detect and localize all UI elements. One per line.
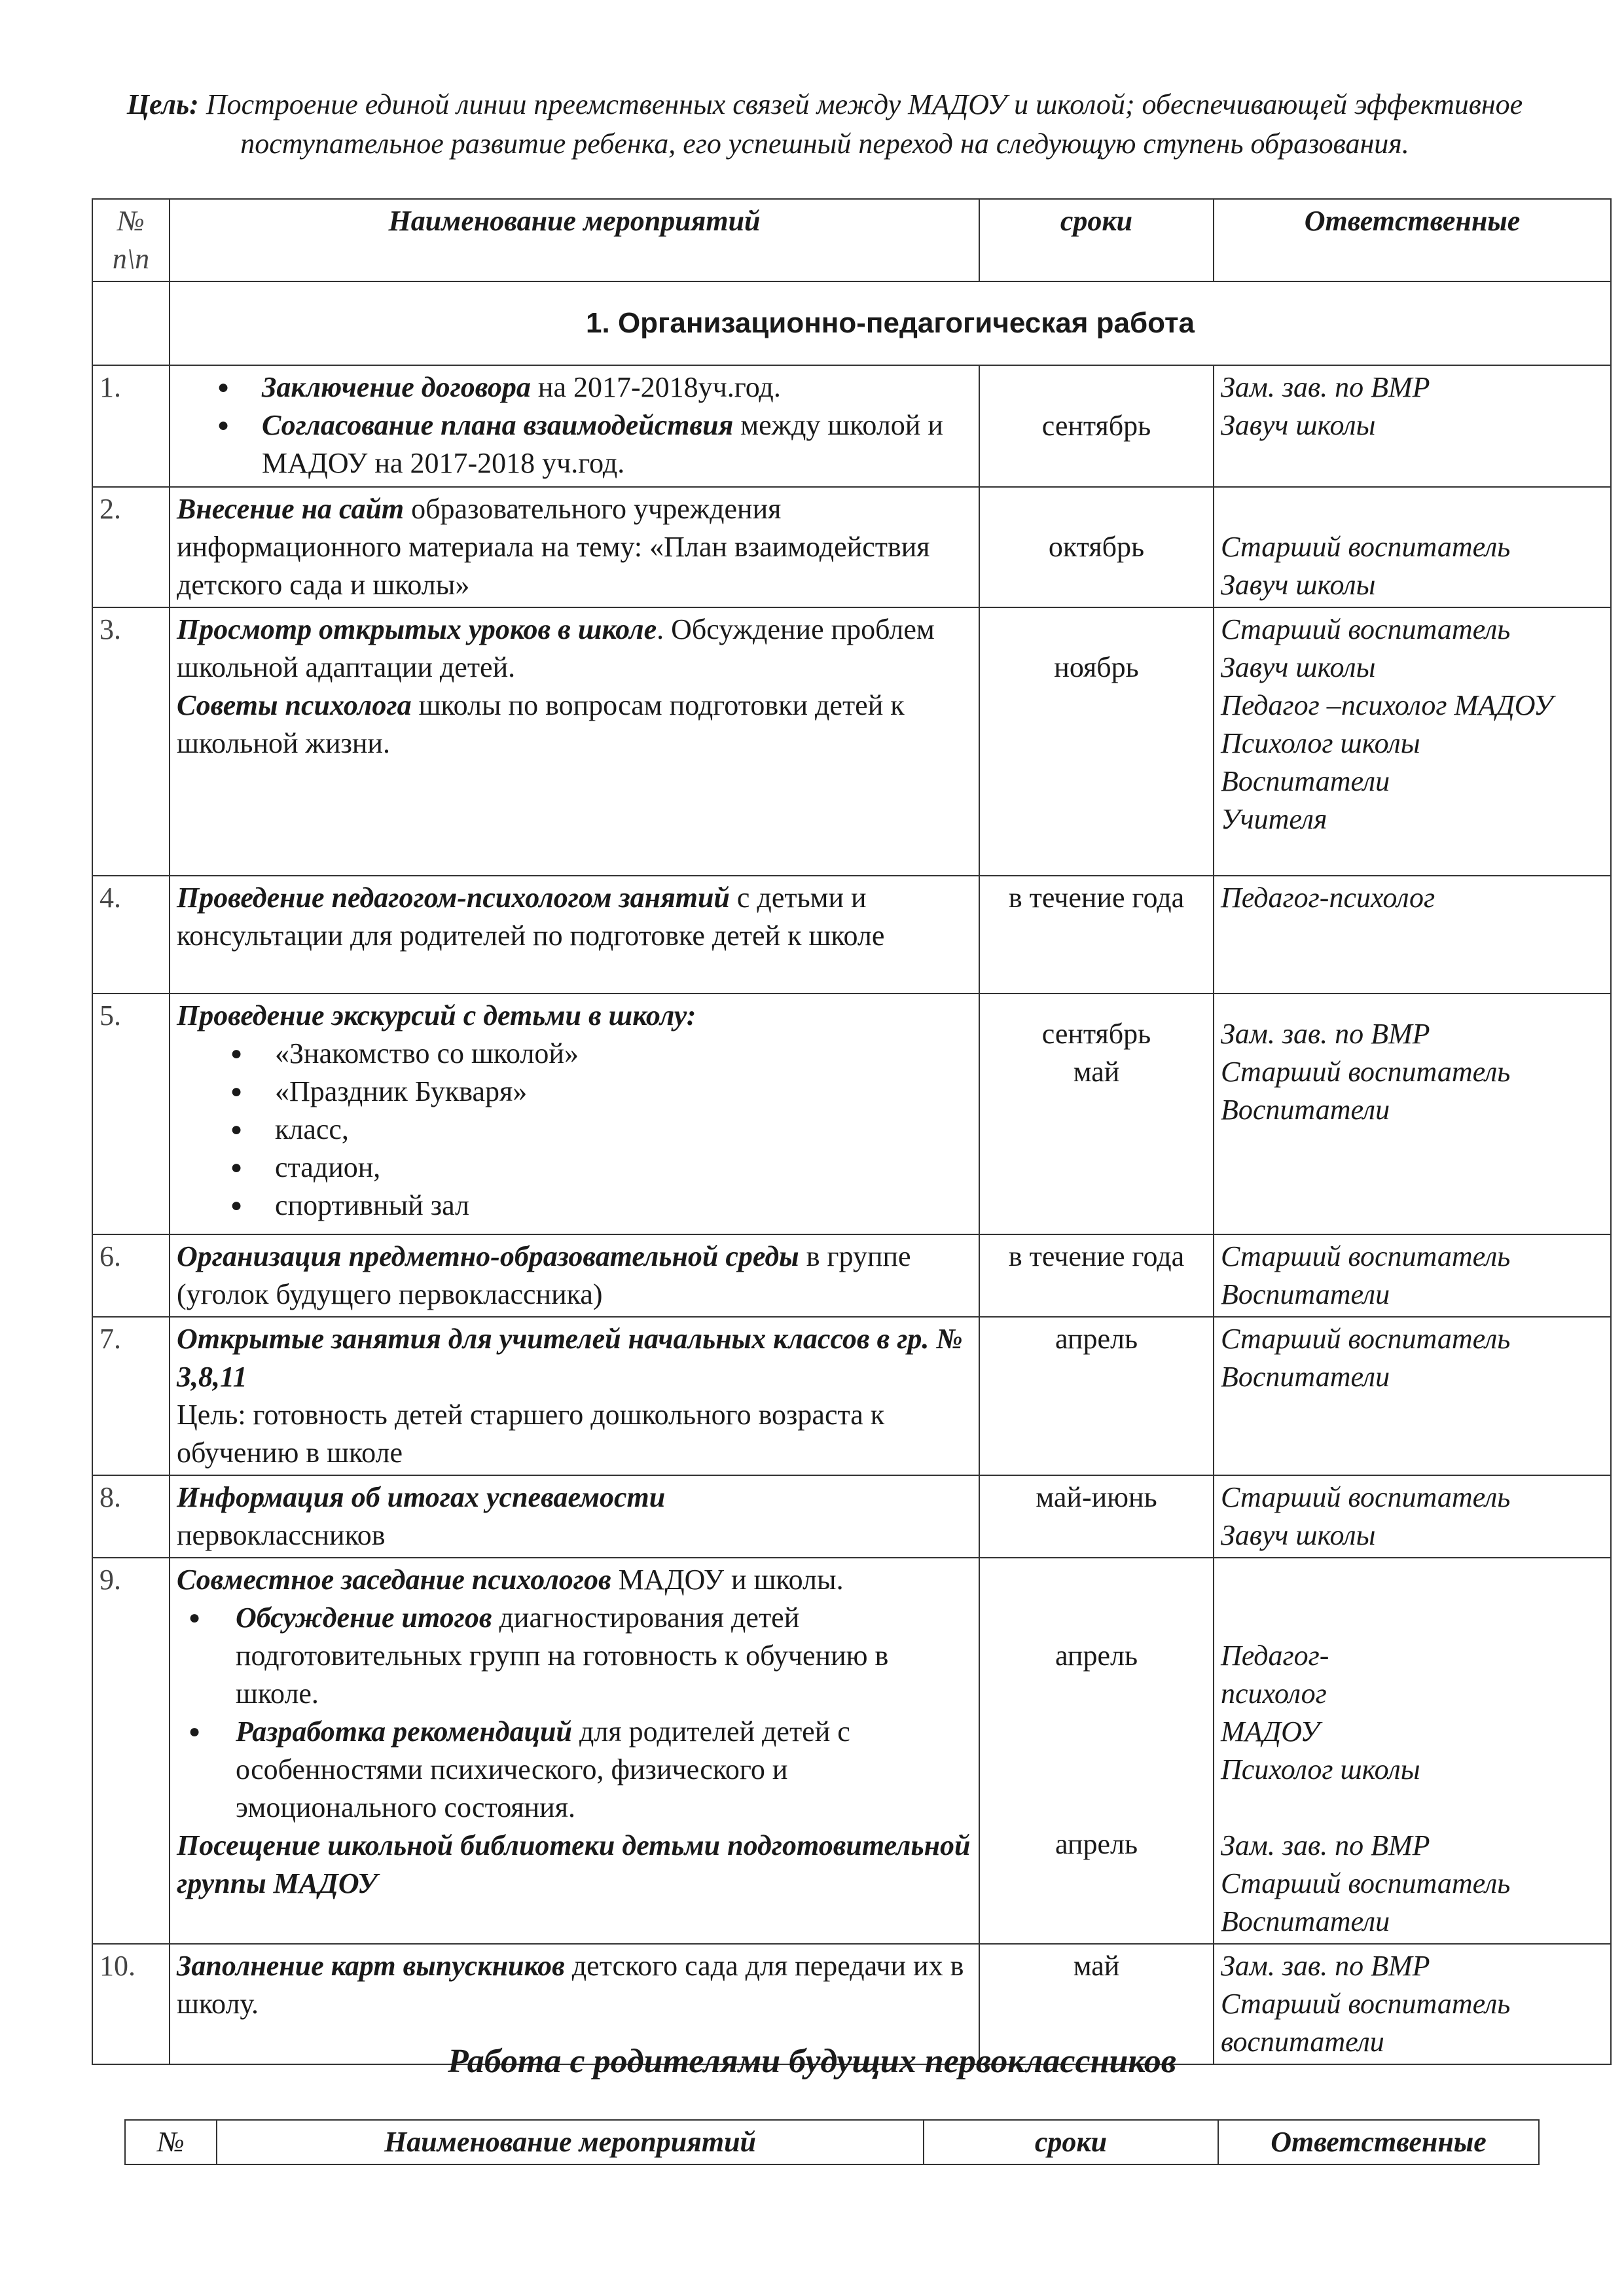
responsible-item: Завуч школы — [1221, 651, 1376, 683]
goal-text: Построение единой линии преемственных связей между МАДОУ и школой; обеспечивающей эффективное поступательное развитие ребенка, его успешный переход на следующую ступень образования. — [206, 88, 1523, 160]
section-title: 1. Организационно-педагогическая работа — [170, 281, 1611, 365]
responsible-item: Педагог –психолог МАДОУ — [1221, 689, 1553, 721]
responsible-item: Воспитатели — [1221, 765, 1390, 797]
event-text: диагностирования детей подготовительных групп на готовность к обучению в школе. — [236, 1602, 889, 1710]
event-text: между школой и МАДОУ на 2017-2018 уч.год. — [262, 409, 943, 479]
responsible-item: Воспитатели — [1221, 1905, 1390, 1937]
events-table — [92, 198, 1612, 2065]
event-bold: Организация предметно-образовательной среды — [177, 1240, 799, 1272]
row-event — [170, 487, 979, 607]
row-responsible — [1214, 607, 1611, 876]
row-number: 8. — [92, 1475, 170, 1558]
responsible-item: Старший воспитатель — [1221, 1323, 1511, 1355]
row-term: в течение года — [979, 1234, 1214, 1317]
event-bold: Заключение договора — [262, 371, 531, 403]
header-responsible: Ответственные — [1214, 199, 1611, 281]
row-term — [979, 1558, 1214, 1944]
header-name: Наименование мероприятий — [217, 2120, 924, 2164]
list-item: ● стадион, — [275, 1149, 972, 1187]
row-number: 2. — [92, 487, 170, 607]
header-num: № п\п — [92, 199, 170, 281]
row-term — [979, 607, 1214, 876]
row-number: 5. — [92, 994, 170, 1234]
responsible-item: Педагог-психолог — [1221, 882, 1435, 914]
responsible-item: Завуч школы — [1221, 569, 1376, 601]
responsible-item: Завуч школы — [1221, 1519, 1376, 1551]
event-bold: Заполнение карт выпускников — [177, 1950, 565, 1982]
row-responsible — [1214, 365, 1611, 487]
table-row — [92, 1317, 1611, 1475]
responsible-item: Психолог школы — [1221, 727, 1420, 759]
term-text: ноябрь — [1054, 651, 1139, 683]
event-text: школы по вопросам подготовки детей к школьной жизни. — [177, 689, 905, 759]
term-text: апрель — [1055, 1640, 1138, 1672]
term-text: май — [1073, 1056, 1120, 1088]
table-row — [92, 876, 1611, 994]
event-bold: Советы психолога — [177, 689, 412, 721]
responsible-item: Педагог-психолог МАДОУ — [1221, 1640, 1329, 1748]
term-text: апрель — [1055, 1828, 1138, 1860]
row-number: 9. — [92, 1558, 170, 1944]
event-bold: Внесение на сайт — [177, 493, 405, 525]
responsible-item: Зам. зав. по ВМР — [1221, 1829, 1430, 1861]
responsible-item: Психолог школы — [1221, 1753, 1420, 1785]
row-responsible — [1214, 1475, 1611, 1558]
responsible-item: Зам. зав. по ВМР — [1221, 1018, 1430, 1050]
responsible-item: воспитатели — [1221, 2026, 1384, 2058]
responsible-item: Старший воспитатель — [1221, 1481, 1511, 1513]
responsible-item: Старший воспитатель — [1221, 1988, 1511, 2020]
row-event — [170, 1475, 979, 1558]
event-text: Цель: готовность детей старшего дошкольного возраста к обучению в школе — [177, 1399, 885, 1469]
table-row — [92, 1558, 1611, 1944]
row-responsible — [1214, 1234, 1611, 1317]
event-bold: Разработка рекомендаций — [236, 1715, 572, 1748]
event-bold: Открытые занятия для учителей начальных классов в гр. № 3,8,11 — [177, 1323, 963, 1393]
row-term: сентябрь — [979, 365, 1214, 487]
row-event — [170, 1317, 979, 1475]
event-text: МАДОУ и школы. — [611, 1564, 844, 1596]
event-bold: Просмотр открытых уроков в школе — [177, 613, 657, 645]
event-bold: Обсуждение итогов — [236, 1602, 492, 1634]
row-responsible — [1214, 876, 1611, 994]
row-responsible — [1214, 994, 1611, 1234]
table-row — [92, 1234, 1611, 1317]
event-bold: Согласование плана взаимодействия — [262, 409, 734, 441]
row-number: 6. — [92, 1234, 170, 1317]
row-event — [170, 1234, 979, 1317]
header-responsible: Ответственные — [1218, 2120, 1539, 2164]
row-number: 1. — [92, 365, 170, 487]
responsible-item: Старший воспитатель — [1221, 1240, 1511, 1272]
section-row — [92, 281, 1611, 365]
responsible-item: Воспитатели — [1221, 1094, 1390, 1126]
list-item: ● «Знакомство со школой» — [275, 1035, 972, 1073]
section-heading: Работа с родителями будущих первоклассников — [448, 2043, 1176, 2080]
row-responsible — [1214, 1317, 1611, 1475]
row-term: май — [979, 1944, 1214, 2064]
table-row — [92, 607, 1611, 876]
list-item: ● класс, — [275, 1111, 972, 1149]
event-bold: Посещение школьной библиотеки детьми подготовительной группы МАДОУ — [177, 1829, 971, 1899]
row-term: май-июнь — [979, 1475, 1214, 1558]
row-term: в течение года — [979, 876, 1214, 994]
table-row — [92, 994, 1611, 1234]
event-bold: Совместное заседание психологов — [177, 1564, 611, 1596]
row-number: 3. — [92, 607, 170, 876]
row-event — [170, 1558, 979, 1944]
responsible-item: Зам. зав. по ВМР — [1221, 371, 1430, 403]
row-term — [979, 994, 1214, 1234]
responsible-item: Старший воспитатель — [1221, 613, 1511, 645]
table-header-row — [125, 2120, 1539, 2164]
row-event — [170, 876, 979, 994]
event-text: первоклассников — [177, 1519, 386, 1551]
header-terms: сроки — [979, 199, 1214, 281]
event-text: в группе (уголок будущего первоклассника) — [177, 1240, 911, 1310]
parents-table — [124, 2119, 1540, 2165]
row-term: апрель — [979, 1317, 1214, 1475]
list-item: ● «Праздник Букваря» — [275, 1073, 972, 1111]
responsible-item: Старший воспитатель — [1221, 1867, 1511, 1899]
row-term: октябрь — [979, 487, 1214, 607]
responsible-item: Старший воспитатель — [1221, 1056, 1511, 1088]
goal-paragraph — [111, 85, 1538, 164]
responsible-item: Зам. зав. по ВМР — [1221, 1950, 1430, 1982]
responsible-item: Учителя — [1221, 803, 1327, 835]
responsible-item: Воспитатели — [1221, 1278, 1390, 1310]
goal-label: Цель: — [126, 88, 199, 120]
row-number: 10. — [92, 1944, 170, 2064]
header-num: № — [125, 2120, 217, 2164]
event-text: с детьми и консультации для родителей по подготовке детей к школе — [177, 882, 885, 952]
row-responsible — [1214, 487, 1611, 607]
row-number: 4. — [92, 876, 170, 994]
responsible-item: Воспитатели — [1221, 1361, 1390, 1393]
responsible-item: Завуч школы — [1221, 409, 1376, 441]
table-header-row — [92, 199, 1611, 281]
table-row — [92, 487, 1611, 607]
event-text: для родителей детей с особенностями психического, физического и эмоционального состояния. — [236, 1715, 850, 1823]
header-name: Наименование мероприятий — [170, 199, 979, 281]
event-text: . Обсуждение проблем школьной адаптации детей. — [177, 613, 935, 683]
header-terms: сроки — [924, 2120, 1218, 2164]
table-row — [92, 365, 1611, 487]
event-text: образовательного учреждения информационного материала на тему: «План взаимодействия детского сада и школы» — [177, 493, 930, 601]
row-event — [170, 365, 979, 487]
event-bold: Проведение педагогом-психологом занятий — [177, 882, 730, 914]
event-bold: Информация об итогах успеваемости — [177, 1481, 666, 1513]
term-text: сентябрь — [1041, 1018, 1151, 1050]
row-responsible — [1214, 1558, 1611, 1944]
table-row — [92, 1475, 1611, 1558]
list-item: ● спортивный зал — [275, 1187, 972, 1225]
event-text: на 2017-2018уч.год. — [530, 371, 781, 403]
event-text: детского сада для передачи их в школу. — [177, 1950, 964, 2020]
row-event — [170, 607, 979, 876]
responsible-item: Старший воспитатель — [1221, 531, 1511, 563]
row-event — [170, 994, 979, 1234]
event-bold: Проведение экскурсий с детьми в школу: — [177, 999, 696, 1031]
row-number: 7. — [92, 1317, 170, 1475]
